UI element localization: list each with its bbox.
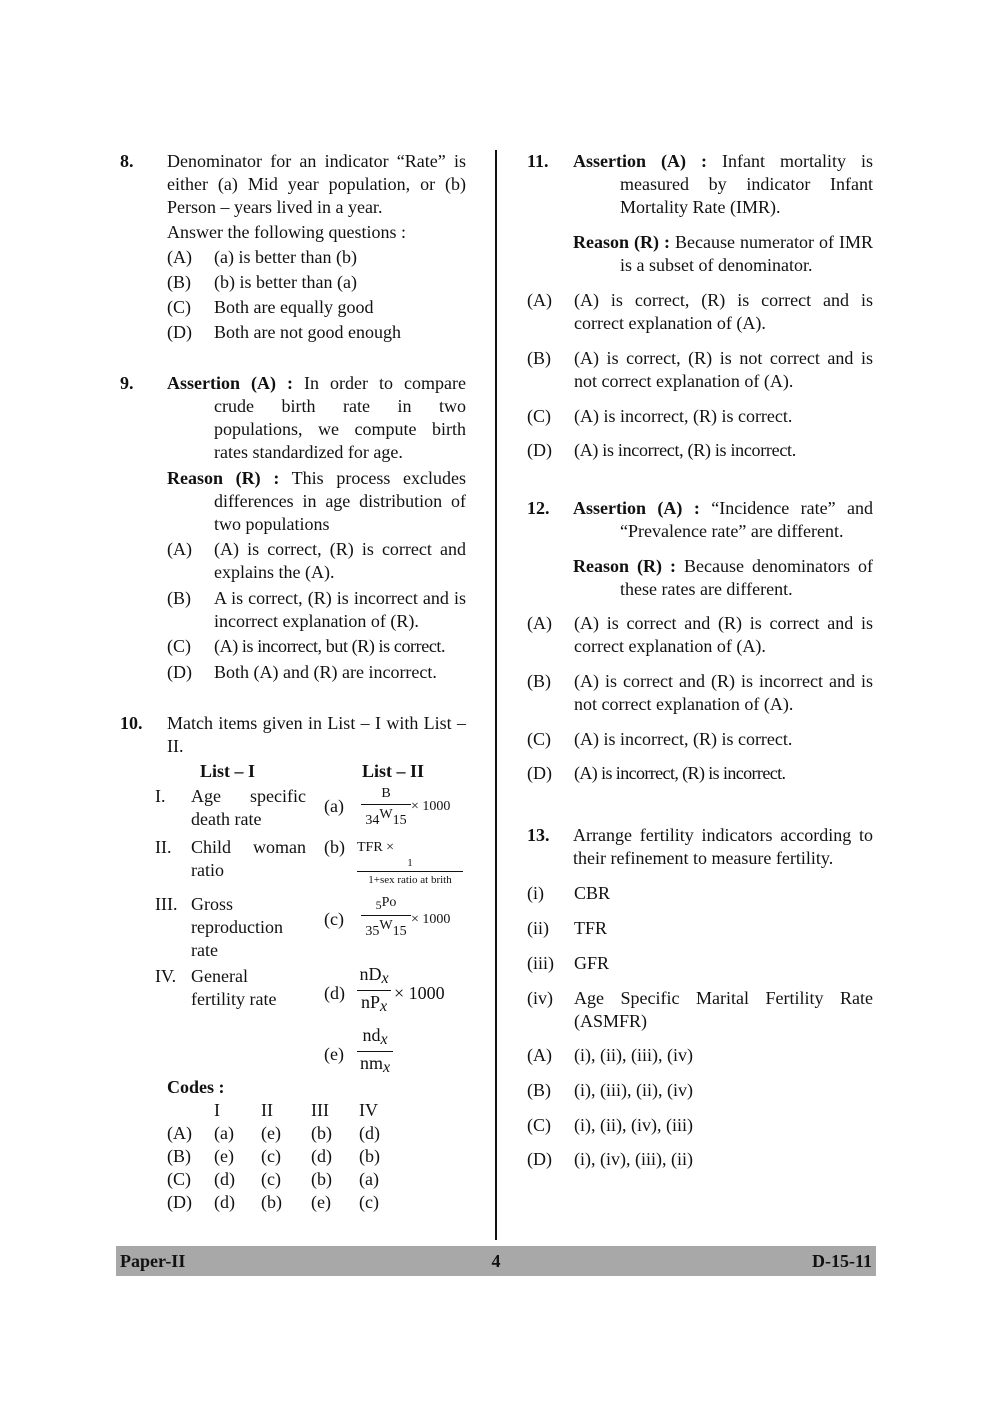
formula-denominator-prefix: 34 [365, 813, 380, 828]
formula-numerator: nd [362, 1025, 381, 1045]
option-text: (a) is better than (b) [214, 247, 357, 267]
codes-header-row [167, 1099, 399, 1122]
question-9 [120, 372, 466, 684]
assertion [573, 497, 873, 543]
item-label: (iv) [527, 988, 553, 1008]
option-label: (B) [527, 671, 551, 691]
reason [573, 555, 873, 601]
option-label: (B) [527, 348, 551, 368]
option-label: (A) [167, 539, 192, 559]
option-label: (C) [167, 297, 191, 317]
question-number: 8. [120, 151, 134, 171]
reason-label: Reason (R) : [167, 468, 280, 488]
page-footer [116, 1246, 876, 1276]
option-text: (i), (ii), (iii), (iv) [574, 1045, 693, 1065]
codes-row [167, 1122, 399, 1145]
option [167, 635, 466, 658]
formula-b [357, 856, 463, 887]
option-label: (A) [167, 247, 192, 267]
option-text: (A) is correct and (R) is correct and is correct explanation of (A). [574, 613, 873, 656]
option [527, 612, 873, 658]
page-number: 4 [491, 1251, 501, 1271]
codes-cell: (d) [214, 1192, 235, 1212]
option [527, 289, 873, 335]
formula-numerator: B [381, 786, 391, 801]
codes-cell: (b) [311, 1123, 332, 1143]
assertion-text: In order to compare crude birth rate in two populations, we compute birth rates standardized for age. [214, 373, 467, 462]
column-divider [495, 150, 497, 1240]
formula-denominator-variable: x [379, 998, 388, 1015]
question-10 [120, 712, 466, 758]
question-number: 9. [120, 373, 134, 393]
question-text: Denominator for an indicator “Rate” is either (a) Mid year population, or (b) Person – years lived in a year. [167, 151, 466, 217]
formula-multiplier: × 1000 [394, 983, 445, 1003]
formula-numerator-variable: x [380, 1031, 388, 1048]
list-2-label: (d) [324, 983, 345, 1003]
codes-cell: (e) [214, 1146, 234, 1166]
list-1-item [155, 785, 306, 831]
item-text: TFR [574, 918, 608, 938]
option-text: (A) is incorrect, but (R) is correct. [214, 636, 446, 656]
option [527, 1044, 873, 1067]
left-column [120, 150, 466, 1214]
codes-cell: I [214, 1100, 220, 1120]
option [167, 587, 466, 633]
question-13 [527, 824, 873, 870]
codes-cell: (b) [261, 1192, 282, 1212]
formula-numerator: Po [381, 895, 397, 910]
item-label: (i) [527, 883, 544, 903]
option-text: Both are not good enough [214, 322, 401, 342]
codes-cell: (a) [359, 1169, 379, 1189]
list-item-text: Child woman ratio [191, 837, 306, 880]
codes-cell: (c) [261, 1169, 281, 1189]
formula-denominator-subscript: 15 [392, 813, 407, 828]
formula-multiplier: × 1000 [411, 799, 451, 814]
question-12 [527, 497, 873, 601]
assertion [573, 150, 873, 219]
codes-cell: (a) [214, 1123, 234, 1143]
right-column [527, 150, 873, 1171]
assertion-label: Assertion (A) : [573, 151, 707, 171]
item-text: Age Specific Marital Fertility Rate (ASMFR) [574, 988, 873, 1031]
item-text: CBR [574, 883, 611, 903]
question-number: 13. [527, 825, 550, 845]
option-label: (A) [527, 613, 552, 633]
list-2-label: (e) [324, 1044, 344, 1064]
option-text: (A) is correct and (R) is incorrect and is not correct explanation of (A). [574, 671, 873, 714]
item-label: (iii) [527, 953, 554, 973]
assertion-label: Assertion (A) : [573, 498, 700, 518]
codes-cell: III [311, 1100, 329, 1120]
option-text: (A) is incorrect, (R) is correct. [574, 406, 793, 426]
list-item-text: Age specific death rate [191, 786, 306, 829]
question-8 [120, 150, 466, 244]
list-item-text: Gross reproduction rate [191, 894, 283, 960]
list-item-text: General fertility rate [191, 966, 277, 1009]
codes-cell: (b) [311, 1169, 332, 1189]
formula-numerator: nD [359, 964, 382, 984]
option [527, 405, 873, 428]
codes-cell: (c) [261, 1146, 281, 1166]
question-number: 12. [527, 498, 550, 518]
formula-e [357, 1025, 393, 1078]
option-label: (A) [527, 290, 552, 310]
question-11 [527, 150, 873, 277]
option-text: (A) is incorrect, (R) is incorrect. [574, 440, 796, 460]
list-item-number: I. [155, 786, 166, 806]
option-label: (C) [527, 1115, 551, 1135]
formula-multiplier: × 1000 [411, 912, 451, 927]
codes-row [167, 1191, 399, 1214]
codes-cell: IV [359, 1100, 378, 1120]
option-text: (A) is correct, (R) is correct and is correct explanation of (A). [574, 290, 873, 333]
list-item [527, 882, 873, 905]
option [527, 347, 873, 393]
question-instruction: Answer the following questions : [167, 222, 406, 242]
codes-cell: (d) [359, 1123, 380, 1143]
formula-numerator-subscript: 5 [375, 898, 382, 912]
assertion-text: Infant mortality is measured by indicator Infant Mortality Rate (IMR). [620, 151, 874, 217]
assertion-label: Assertion (A) : [167, 373, 294, 393]
option [167, 538, 466, 584]
assertion [167, 372, 466, 464]
formula-a [361, 785, 411, 830]
option-label: (C) [527, 406, 551, 426]
codes-table [120, 1076, 466, 1214]
option-text: A is correct, (R) is incorrect and is incorrect explanation of (R). [214, 588, 466, 631]
list-1-item [155, 893, 306, 962]
assertion-text: “Incidence rate” and “Prevalence rate” are different. [620, 498, 873, 541]
list-1-header: List – I [200, 761, 256, 781]
codes-cell: (d) [311, 1146, 332, 1166]
option-label: (A) [527, 1045, 552, 1065]
reason [167, 467, 466, 536]
option-label: (C) [527, 729, 551, 749]
formula-numerator-variable: x [381, 970, 389, 987]
list-item [527, 952, 873, 975]
codes-cell: (C) [167, 1169, 191, 1189]
question-number: 10. [120, 713, 143, 733]
reason-text: This process excludes differences in age distribution of two populations [214, 468, 466, 534]
option [167, 661, 466, 684]
option [527, 670, 873, 716]
item-text: GFR [574, 953, 610, 973]
codes-cell: II [261, 1100, 273, 1120]
codes-row [167, 1168, 399, 1191]
option-text: Both (A) and (R) are incorrect. [214, 662, 437, 682]
option [527, 728, 873, 751]
list-item [527, 987, 873, 1033]
option-label: (B) [167, 272, 191, 292]
codes-cell: (e) [261, 1123, 281, 1143]
option-label: (C) [167, 636, 191, 656]
list-item-number: IV. [155, 966, 177, 986]
option-text: (A) is incorrect, (R) is correct. [574, 729, 793, 749]
list-2-header: List – II [362, 761, 425, 781]
formula-denominator: W [379, 807, 393, 822]
option-text: Both are equally good [214, 297, 374, 317]
option-label: (D) [167, 322, 192, 342]
codes-grid [167, 1099, 399, 1214]
paper-label: Paper-II [120, 1251, 186, 1271]
option [527, 1079, 873, 1102]
option [527, 1114, 873, 1137]
option-text: (A) is correct, (R) is not correct and is not correct explanation of (A). [574, 348, 873, 391]
option [527, 1148, 873, 1171]
formula-denominator-subscript: 15 [392, 924, 407, 939]
option-text: (b) is better than (a) [214, 272, 357, 292]
option [527, 762, 873, 785]
codes-cell: (c) [359, 1192, 379, 1212]
list-item [527, 917, 873, 940]
match-table [120, 760, 466, 1076]
list-item-number: II. [155, 837, 172, 857]
option [120, 271, 466, 294]
codes-cell: (B) [167, 1146, 191, 1166]
option-text: (i), (iv), (iii), (ii) [574, 1149, 693, 1169]
list-1-item [155, 965, 306, 1011]
codes-cell: (b) [359, 1146, 380, 1166]
codes-cell: (A) [167, 1123, 192, 1143]
formula-denominator: 1+sex ratio at brith [368, 874, 452, 886]
formula-prefix: TFR × [357, 840, 395, 855]
formula-denominator: nP [360, 992, 380, 1012]
list-1-item [155, 836, 306, 882]
item-label: (ii) [527, 918, 549, 938]
codes-cell: (d) [214, 1169, 235, 1189]
option-label: (B) [527, 1080, 551, 1100]
question-text: Match items given in List – I with List – II. [167, 713, 466, 756]
option-label: (B) [167, 588, 191, 608]
codes-cell: (e) [311, 1192, 331, 1212]
option-text: (A) is correct, (R) is correct and explains the (A). [214, 539, 466, 582]
list-2-label: (b) [324, 837, 345, 857]
question-number: 11. [527, 151, 549, 171]
codes-cell: (D) [167, 1192, 192, 1212]
formula-numerator: 1 [407, 857, 413, 869]
formula-d [357, 964, 391, 1017]
reason-text: Because numerator of IMR is a subset of denominator. [620, 232, 873, 275]
list-2-label: (c) [324, 909, 344, 929]
exam-code: D-15-11 [812, 1251, 872, 1271]
option-text: (i), (iii), (ii), (iv) [574, 1080, 693, 1100]
reason [573, 231, 873, 277]
reason-label: Reason (R) : [573, 556, 677, 576]
option [120, 246, 466, 269]
option-label: (D) [527, 1149, 552, 1169]
option-label: (D) [527, 440, 552, 460]
codes-label: Codes : [167, 1077, 225, 1097]
formula-denominator-prefix: 35 [365, 924, 380, 939]
codes-row [167, 1145, 399, 1168]
formula-c [361, 894, 411, 941]
reason-label: Reason (R) : [573, 232, 671, 252]
option-label: (D) [527, 763, 552, 783]
formula-denominator: W [379, 918, 393, 933]
question-text: Arrange fertility indicators according to their refinement to measure fertility. [573, 825, 873, 868]
option-label: (D) [167, 662, 192, 682]
codes-cell [167, 1099, 214, 1122]
option [120, 321, 466, 344]
formula-denominator-variable: x [382, 1059, 391, 1076]
list-item-number: III. [155, 894, 178, 914]
option [527, 439, 873, 462]
option-text: (i), (ii), (iv), (iii) [574, 1115, 693, 1135]
reason-text: Because denominators of these rates are different. [620, 556, 873, 599]
option [120, 296, 466, 319]
option-text: (A) is incorrect, (R) is incorrect. [574, 763, 786, 783]
formula-denominator: nm [359, 1053, 383, 1073]
list-2-label: (a) [324, 796, 344, 816]
